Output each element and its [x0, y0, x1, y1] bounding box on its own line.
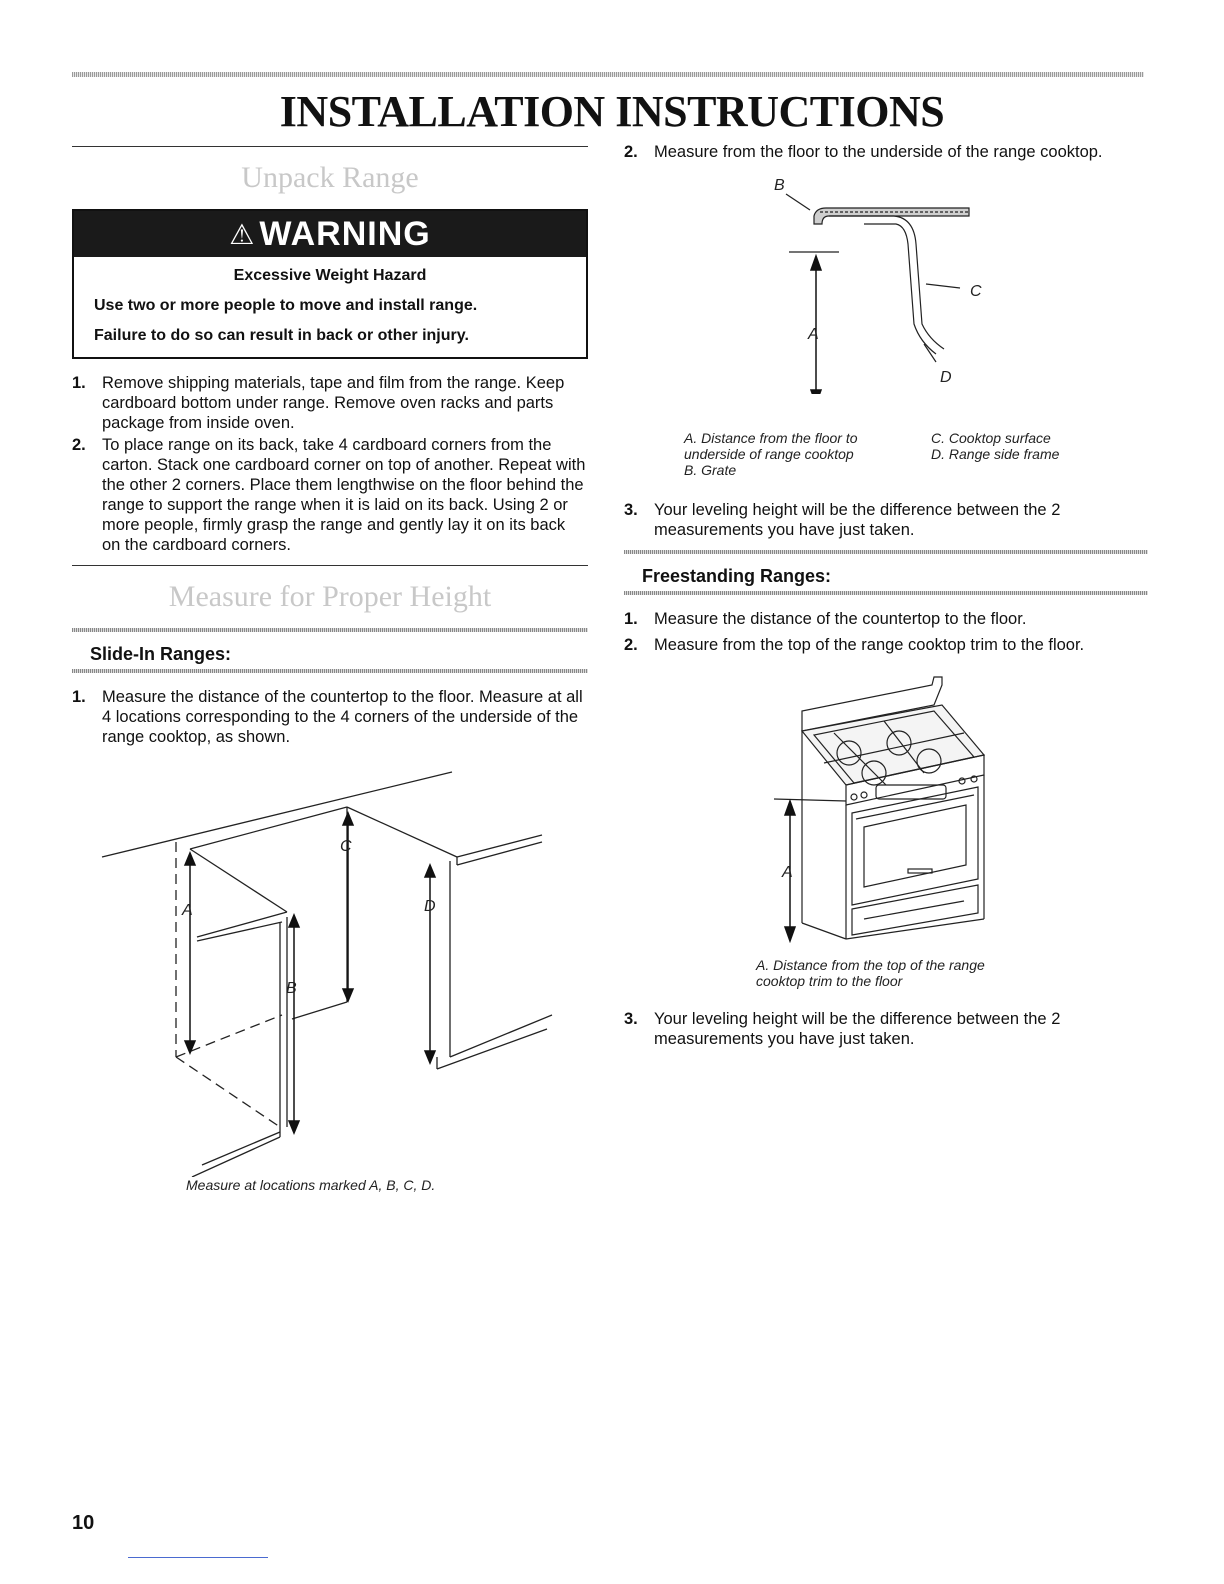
warning-line-2: Failure to do so can result in back or other injury. [94, 327, 469, 344]
warning-label: WARNING [259, 214, 431, 253]
step-text: Measure the distance of the countertop to the floor. [654, 610, 1027, 628]
step-number: 3. [624, 501, 638, 519]
label-d: D [940, 369, 952, 386]
step-text: Measure from the top of the range cooktop trim to the floor. [654, 636, 1085, 654]
step-number: 1. [72, 374, 86, 392]
step-number: 3. [624, 1010, 638, 1028]
dotted-rule [624, 550, 1148, 554]
list-item [72, 435, 588, 555]
label-a: A [182, 902, 193, 919]
label-b: B [774, 177, 785, 194]
dotted-rule [72, 628, 588, 632]
warning-box [72, 209, 588, 359]
dotted-rule [624, 591, 1148, 595]
dotted-rule [72, 669, 588, 673]
warning-header [74, 211, 586, 257]
list-item [72, 373, 588, 433]
step-number: 1. [72, 688, 86, 706]
top-dotted-rule [72, 72, 1144, 77]
step-number: 2. [624, 636, 638, 654]
label-b: B [286, 980, 297, 997]
label-c: C [970, 283, 982, 300]
step-text: Remove shipping materials, tape and film from the range. Keep cardboard bottom under range. Remove oven racks and parts package from inside oven. [102, 374, 565, 432]
warning-hazard-title: Excessive Weight Hazard [233, 267, 427, 284]
section-rule [72, 146, 588, 147]
list-item [72, 687, 588, 747]
cooktop-underside-diagram [624, 164, 1148, 394]
step-number: 2. [72, 436, 86, 454]
warning-triangle-icon: ⚠ [229, 218, 256, 250]
freestanding-figure-caption: A. Distance from the top of the range cooktop trim to the floor [756, 957, 985, 989]
step-text: Measure from the floor to the underside of the range cooktop. [654, 143, 1103, 161]
freestanding-range-diagram [624, 673, 1148, 943]
countertop-measure-diagram [72, 757, 588, 1177]
step-text: To place range on its back, take 4 cardboard corners from the carton. Stack one cardboard corner on top of another. Repeat with the other 2 corners. Place them lengthwise on the floor behind the range to support the range when it is laid on its back. Using 2 or more people, firmly grasp the range and gently lay it on its back on the cardboard corners. [102, 436, 586, 554]
step-text: Measure the distance of the countertop to the floor. Measure at all 4 locations corresponding to the 4 corners of the underside of the range cooktop, as shown. [102, 688, 583, 746]
right-column [624, 140, 1148, 1051]
slide-in-steps [72, 687, 588, 747]
warning-body [74, 257, 586, 357]
page-title: INSTALLATION INSTRUCTIONS [279, 87, 945, 136]
left-column [72, 146, 588, 1193]
legend-d: D. Range side frame [931, 446, 1060, 462]
legend-c: C. Cooktop surface [931, 430, 1051, 446]
freestanding-steps [624, 609, 1148, 655]
list-item [624, 1009, 1148, 1049]
section-rule [72, 565, 588, 566]
slide-in-figure-caption: Measure at locations marked A, B, C, D. [186, 1177, 436, 1193]
slide-in-steps-continued [624, 142, 1148, 162]
warning-line-1: Use two or more people to move and install range. [94, 297, 478, 314]
label-d: D [424, 898, 436, 915]
slide-in-title: Slide-In Ranges: [90, 644, 232, 664]
label-c: C [340, 838, 352, 855]
measure-height-heading: Measure for Proper Height [168, 580, 492, 613]
legend-b: B. Grate [684, 462, 737, 478]
list-item [624, 500, 1148, 540]
unpack-range-heading: Unpack Range [241, 161, 419, 194]
figure-legend [684, 430, 1148, 478]
freestanding-title: Freestanding Ranges: [642, 566, 832, 586]
legend-a: A. Distance from the floor to underside of range cooktop [684, 430, 858, 462]
bottom-link-line [128, 1557, 268, 1558]
label-a: A [782, 864, 793, 881]
unpack-steps [72, 373, 588, 555]
step-text: Your leveling height will be the difference between the 2 measurements you have just taken. [654, 501, 1061, 539]
step-number: 2. [624, 143, 638, 161]
page-number: 10 [72, 1512, 95, 1534]
list-item [624, 609, 1148, 629]
step-text: Your leveling height will be the difference between the 2 measurements you have just taken. [654, 1010, 1061, 1048]
list-item [624, 635, 1148, 655]
freestanding-final-step [624, 1009, 1148, 1049]
label-a: A [808, 326, 819, 343]
slide-in-final-step [624, 500, 1148, 540]
step-number: 1. [624, 610, 638, 628]
list-item [624, 142, 1148, 162]
